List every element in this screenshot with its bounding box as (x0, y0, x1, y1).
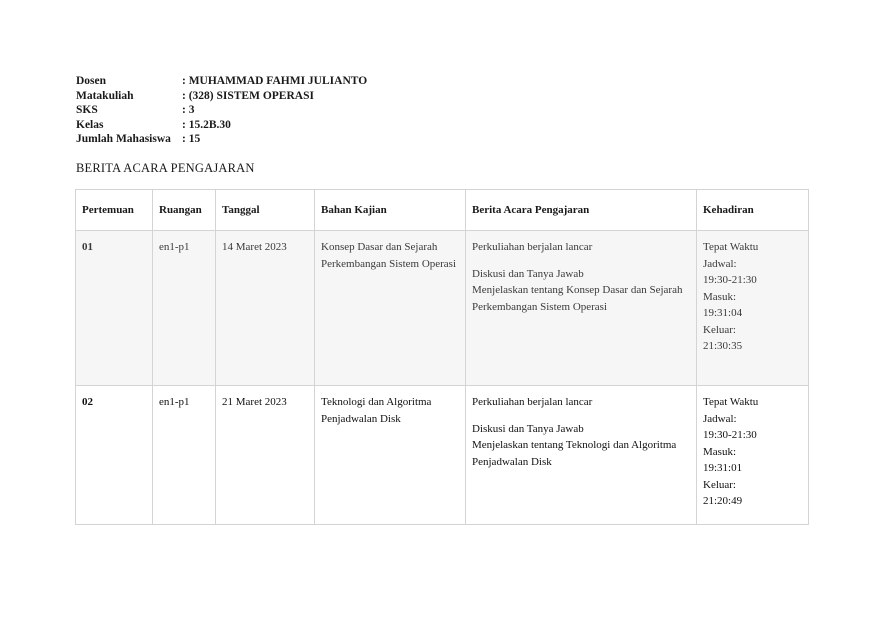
kehadiran-masuk: 19:31:04 (703, 307, 743, 319)
kehadiran-keluar-label: Keluar: (703, 323, 736, 336)
berita-line: Perkuliahan berjalan lancar (472, 241, 593, 253)
berita-line: Menjelaskan tentang Teknologi dan Algoritma Penjadwalan Disk (472, 439, 677, 468)
kehadiran-keluar: 21:30:35 (703, 340, 743, 352)
info-row-dosen (76, 74, 367, 89)
cell-berita-acara (466, 386, 697, 525)
info-value: : 15 (182, 133, 201, 145)
table-row (76, 231, 809, 386)
info-row-kelas (76, 118, 367, 133)
info-value: : (328) SISTEM OPERASI (182, 89, 314, 102)
kehadiran-status: Tepat Waktu (703, 396, 759, 408)
cell-pertemuan: 02 (76, 386, 153, 525)
kehadiran-jadwal: 19:30-21:30 (703, 429, 757, 441)
info-label: Dosen (76, 75, 107, 87)
kehadiran-masuk-label: Masuk: (703, 445, 736, 458)
section-title: BERITA ACARA PENGAJARAN (76, 161, 255, 175)
berita-line: Diskusi dan Tanya Jawab (472, 267, 584, 280)
kehadiran-keluar: 21:20:49 (703, 495, 743, 507)
berita-line: Diskusi dan Tanya Jawab (472, 422, 584, 435)
kehadiran-keluar-label: Keluar: (703, 478, 736, 491)
cell-tanggal: 14 Maret 2023 (216, 231, 315, 386)
info-label: Jumlah Mahasiswa (76, 133, 171, 145)
cell-kehadiran (697, 231, 809, 386)
info-row-jumlah-mahasiswa (76, 132, 367, 147)
kehadiran-masuk: 19:31:01 (703, 462, 743, 474)
header-ruangan: Ruangan (153, 190, 216, 231)
kehadiran-jadwal-label: Jadwal: (703, 412, 737, 425)
info-value: : 3 (182, 104, 195, 116)
info-label: Kelas (76, 118, 104, 131)
kehadiran-masuk-label: Masuk: (703, 290, 736, 303)
cell-ruangan: en1-p1 (153, 231, 216, 386)
cell-pertemuan: 01 (76, 231, 153, 386)
cell-berita-acara (466, 231, 697, 386)
info-value: : 15.2B.30 (182, 118, 231, 131)
header-bahan-kajian: Bahan Kajian (315, 190, 466, 231)
table-header-row (76, 190, 809, 231)
info-row-sks (76, 103, 367, 118)
cell-bahan-kajian: Konsep Dasar dan Sejarah Perkembangan Sistem Operasi (315, 231, 466, 386)
cell-ruangan: en1-p1 (153, 386, 216, 525)
info-value: : MUHAMMAD FAHMI JULIANTO (182, 75, 368, 87)
kehadiran-jadwal: 19:30-21:30 (703, 274, 757, 286)
course-info (76, 74, 367, 147)
cell-tanggal: 21 Maret 2023 (216, 386, 315, 525)
header-tanggal: Tanggal (216, 190, 315, 231)
kehadiran-status: Tepat Waktu (703, 241, 759, 253)
berita-line: Menjelaskan tentang Konsep Dasar dan Sejarah Perkembangan Sistem Operasi (472, 284, 683, 313)
cell-bahan-kajian: Teknologi dan Algoritma Penjadwalan Disk (315, 386, 466, 525)
kehadiran-jadwal-label: Jadwal: (703, 257, 737, 270)
teaching-record-table (75, 189, 809, 525)
header-kehadiran: Kehadiran (697, 190, 809, 231)
info-row-matakuliah (76, 89, 367, 104)
header-berita-acara: Berita Acara Pengajaran (466, 190, 697, 231)
header-pertemuan: Pertemuan (76, 190, 153, 231)
berita-line: Perkuliahan berjalan lancar (472, 396, 593, 408)
cell-kehadiran (697, 386, 809, 525)
table-row (76, 386, 809, 525)
info-label: SKS (76, 104, 98, 116)
info-label: Matakuliah (76, 89, 134, 102)
